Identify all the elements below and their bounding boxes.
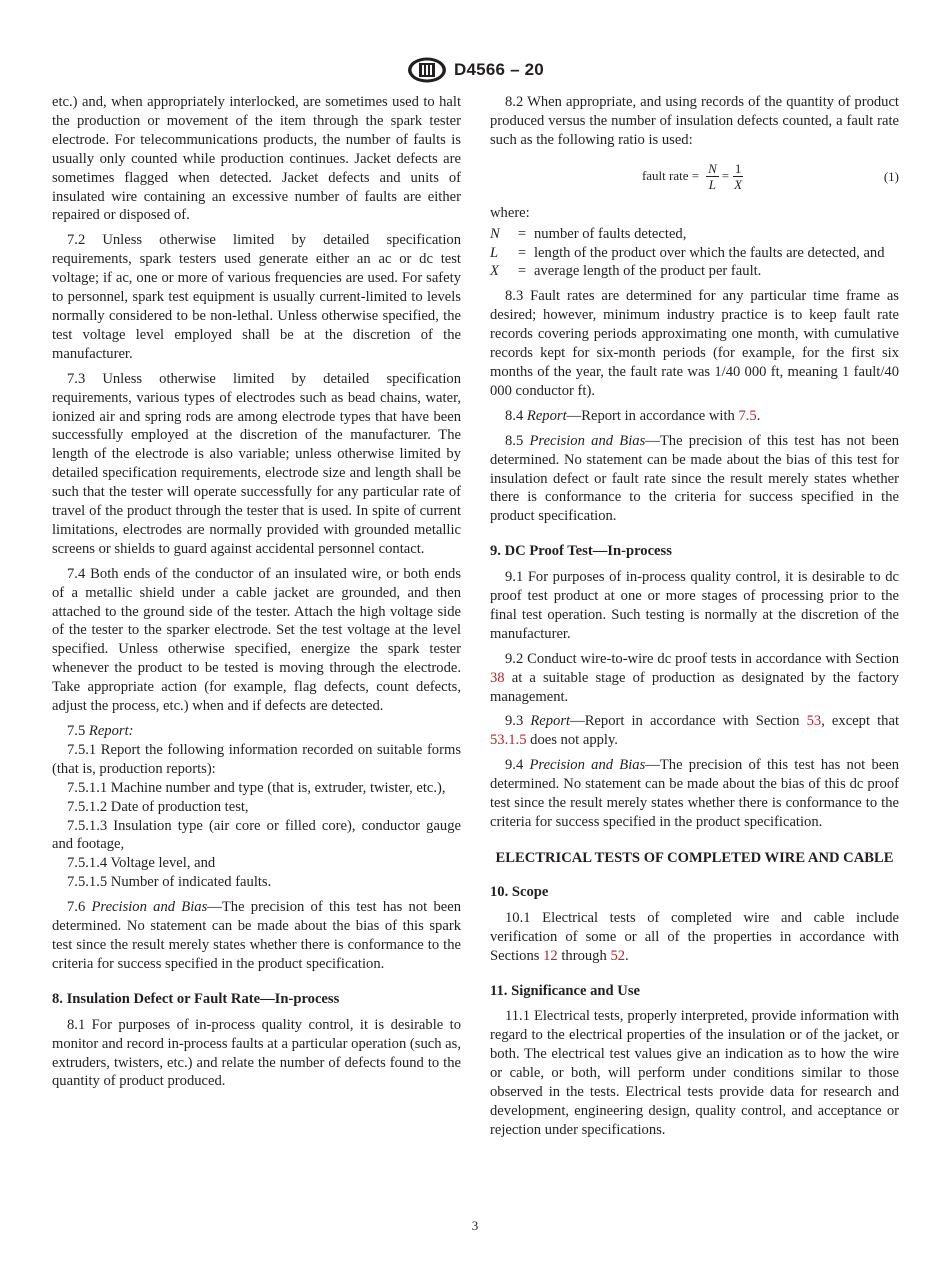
cross-reference-link[interactable]: 7.5 [738,407,757,424]
cross-reference-link[interactable]: 38 [490,669,505,686]
equation-label: fault rate = [641,168,700,184]
definition-text: length of the product over which the faults are detected, and [534,244,885,261]
fraction-n-over-l [706,161,719,192]
section-number: 7.5 [67,723,86,739]
section-text: 9.2 Conduct wire-to-wire dc proof tests in accordance with Section [505,650,899,667]
major-heading: ELECTRICAL TESTS OF COMPLETED WIRE AND CABLE [495,849,894,866]
paragraph-9-3 [490,712,899,750]
section-heading-8: 8. Insulation Defect or Fault Rate—In-process [52,990,340,1007]
paragraph-8-3: 8.3 Fault rates are determined for any particular time frame as desired; however, minimum industry practice is to keep fault rate records covering periods approximating one month, with cumulative records kept for six-month periods (for example, for the first six months of the year, the fault rate was 1/40 000 ft, meaning 1 fault/40 000 conductor ft). [490,288,899,399]
paragraph-7-5-1-3: 7.5.1.3 Insulation type (air core or filled core), conductor gauge and footage, [52,817,461,853]
paragraph-9-1: 9.1 For purposes of in-process quality control, it is desirable to dc proof test product at one or more stages of processing prior to the final test operation. Such testing is normally at the discretion of the manufacturer. [490,569,899,642]
cross-reference-link[interactable]: 53.1.5 [490,732,527,749]
denominator-x: X [734,177,743,193]
cross-reference-link[interactable]: 52 [610,947,626,964]
cross-reference-link[interactable]: 53 [806,713,822,730]
section-text: at a suitable stage of production as designated by the factory management. [490,669,899,705]
numerator-n: N [708,161,717,177]
paragraph-8-2: 8.2 When appropriate, and using records of the quantity of product produced versus the number of insulation defects counted, a fault rate such as the following ratio is used: [490,94,899,148]
definition-symbol: X [490,263,499,280]
denominator-l: L [708,177,717,193]
paragraph-9-2 [490,650,899,707]
definition-item [490,262,899,281]
paragraph-8-4 [490,407,899,426]
page-number: 3 [471,1218,479,1233]
document-designation: D4566 – 20 [454,60,544,79]
paragraph-7-5 [52,722,461,741]
section-number: 8.4 [505,407,524,424]
definition-text: number of faults detected, [534,225,687,242]
section-text: 10.1 Electrical tests of completed wire and cable include verification of some or all of the properties in accordance with Sections [490,909,899,964]
section-text: does not apply. [530,732,618,749]
paragraph-7-5-1-2: 7.5.1.2 Date of production test, [67,798,249,815]
equation-number: (1) [883,168,899,184]
paragraph-7-3: 7.3 Unless otherwise limited by detailed specification requirements, various types of electrodes such as bead chains, water, ionized air and spring rods are among electrode types that have been successfully employed at the discretion of the manufacturer. The length of the electrode is also variable; unless otherwise limited by detailed specification requirements, electrode size and length shall be such that the tester will operate successfully for any particular rate of travel of the product through the tester that is used. In spite of current limitations, electrodes are normally provided with grounded metallic screens or shields to guard against accidental personnel contact. [52,370,461,557]
section-title: Precision and Bias [529,432,646,449]
section-text: —The precision of this test has not been determined. No statement can be made about the bias of this spark test since the result merely states whether there is conformance to the criteria for success specified in the product specification. [52,899,461,972]
section-heading-10: 10. Scope [490,883,549,900]
variable-definitions [490,225,899,282]
equation-1 [490,156,899,198]
paragraph-7-2: 7.2 Unless otherwise limited by detailed specification requirements, spark testers used generate either an ac or dc test voltage; if ac, one or more of various frequencies are used. For safety to personnel, spark test equipment is usually current-limited to levels normally considered to be non-lethal. Unless otherwise specified, the test voltage level employed shall be at the discretion of the manufacturer. [52,232,461,362]
numerator-1: 1 [734,161,742,177]
punctuation: . [756,407,761,424]
fraction-1-over-x [732,161,744,192]
definition-equals: = [517,225,527,242]
definition-item [490,225,899,244]
section-title: Precision and Bias [91,899,208,916]
punctuation: . [625,947,629,964]
where-label: where: [490,204,530,221]
astm-logo-icon [406,56,448,84]
paragraph-7-4: 7.4 Both ends of the conductor of an insulated wire, or both ends of a metallic shield under a cable jacket are grounded, and then attached to the ground side of the tester. Attach the high voltage side of the tester to the sparker electrode. Set the test voltage at the level specified. Unless otherwise specified, energize the spark tester whenever the product to be tested is moving through the electrode. Take appropriate action (for example, flag defects, count defects, adjust the process, etc.) when and if defects are detected. [52,565,461,715]
section-text: —The precision of this test has not been determined. No statement can be made about the bias of this test for insulation defect or fault rate since the result merely states whether there is conformance to the criteria for success specified in the product specification. [490,432,899,525]
right-column [490,93,899,1146]
paragraph-7-5-1: 7.5.1 Report the following information recorded on suitable forms (that is, production reports): [52,741,461,777]
paragraph-7-1-continued: etc.) and, when appropriately interlocked, are sometimes used to halt the production or movement of the item through the spark tester electrode. For telecommunications products, the number of faults is usually only counted while production continues. Jacket defects are sometimes flagged when detected. Jacket defects and units of insulated wire containing an excessive number of faults are either repaired or disposed of. [52,94,461,224]
definition-symbol: L [490,244,499,261]
section-text: —Report in accordance with [566,407,735,424]
section-text: through [561,947,607,964]
definition-item [490,244,899,263]
paragraph-7-6 [52,898,461,974]
paragraph-7-5-1-5: 7.5.1.5 Number of indicated faults. [67,874,272,891]
page-header [0,56,950,84]
section-text: —The precision of this test has not been determined. No statement can be made about the bias of this dc proof test since the result merely states whether there is conformance to the criteria for success specified in the product specification. [490,757,899,830]
section-number: 8.5 [505,432,524,449]
paragraph-8-5 [490,432,899,527]
definition-equals: = [517,244,527,261]
section-number: 7.6 [67,899,86,916]
left-column [52,93,461,1097]
section-number: 9.4 [505,757,524,774]
section-text: —Report in accordance with Section [570,713,800,730]
paragraph-9-4 [490,756,899,832]
section-title: Report: [88,723,134,739]
definition-equals: = [517,263,527,280]
paragraph-8-1: 8.1 For purposes of in-process quality control, it is desirable to monitor and record in-process faults at a particular operation (such as, extruders, twisters, etc.) and relate the number of defects found to the quantity of product produced. [52,1016,461,1090]
cross-reference-link[interactable]: 12 [543,947,558,964]
paragraph-10-1 [490,909,899,966]
section-title: Precision and Bias [529,757,646,774]
paragraph-11-1: 11.1 Electrical tests, properly interpreted, provide information with regard to the electrical properties of the insulation or of the jacket, or both. The electrical test values give an indication as to how the wire or cable, or both, will perform under conditions similar to those observed in the tests. Electrical tests provide data for research and development, engineering design, quality control, and acceptance or rejection under specifications. [490,1008,899,1138]
section-text: , except that [821,713,899,730]
paragraph-7-5-1-1: 7.5.1.1 Machine number and type (that is, extruder, twister, etc.), [67,779,446,796]
equals-sign: = [721,168,730,184]
section-title: Report [530,713,571,730]
section-title: Report [526,407,567,424]
section-heading-11: 11. Significance and Use [490,982,641,999]
definition-text: average length of the product per fault. [534,263,762,280]
definition-symbol: N [490,225,500,242]
paragraph-7-5-1-4: 7.5.1.4 Voltage level, and [67,855,216,872]
section-heading-9: 9. DC Proof Test—In-process [490,543,672,560]
section-number: 9.3 [505,713,524,730]
